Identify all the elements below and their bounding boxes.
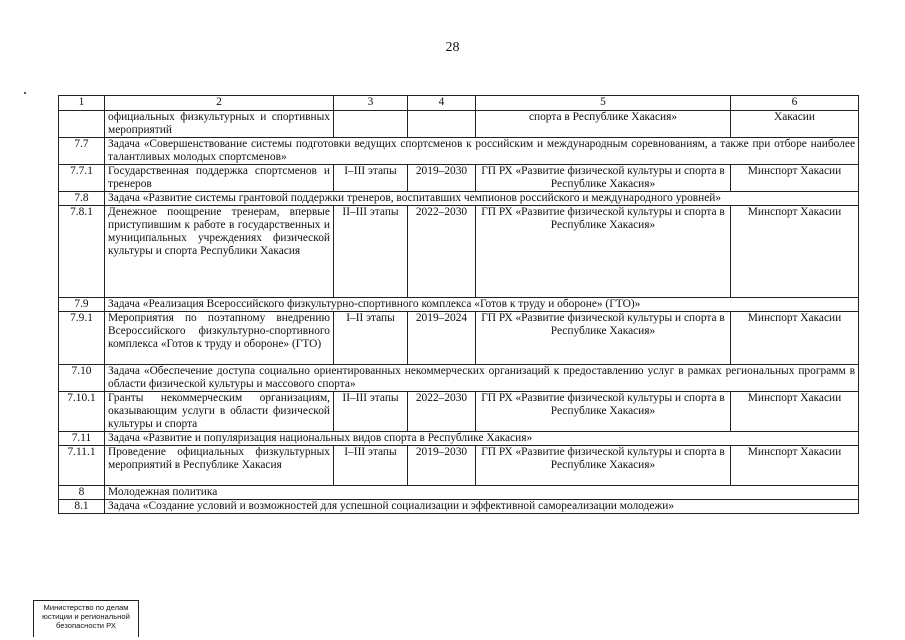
table-row [59,446,859,486]
period-cell: 2019–2030 [408,446,476,486]
header-col-2: 2 [105,96,334,111]
task-row [59,298,859,312]
stamp-line: юстиции и региональной [42,612,130,621]
program-cell: ГП РХ «Развитие физической культуры и спорта в Республике Хакасия» [476,206,731,298]
section-row [59,486,859,500]
plan-table [58,95,859,514]
task-row [59,500,859,514]
row-number: 7.8.1 [59,206,105,298]
stages-cell: I–III этапы [334,165,408,192]
table-row [59,111,859,138]
executor-cell: Хакасии [731,111,859,138]
period-cell: 2019–2024 [408,312,476,365]
stages-cell: II–III этапы [334,206,408,298]
executor-cell: Минспорт Хакасии [731,165,859,192]
task-row [59,138,859,165]
program-cell: ГП РХ «Развитие физической культуры и спорта в Республике Хакасия» [476,392,731,432]
table-row [59,312,859,365]
row-number: 7.7 [59,138,105,165]
row-number: 7.11 [59,432,105,446]
header-col-4: 4 [408,96,476,111]
table-row [59,392,859,432]
measure-cell: Денежное поощрение тренерам, впервые приступившим к работе в государственных и муниципальных учреждениях физической культуры и спорта Республики Хакасия [105,206,334,298]
row-number: 7.10 [59,365,105,392]
ministry-stamp [33,600,139,637]
row-number: 8.1 [59,500,105,514]
period-cell: 2019–2030 [408,165,476,192]
table-row [59,165,859,192]
executor-cell: Минспорт Хакасии [731,446,859,486]
measure-cell: Мероприятия по поэтапному внедрению Всероссийского физкультурно-спортивного комплекса «Готов к труду и обороне» (ГТО) [105,312,334,365]
header-col-5: 5 [476,96,731,111]
stamp-line: безопасности РХ [56,621,116,630]
task-cell: Задача «Развитие системы грантовой поддержки тренеров, воспитавших чемпионов российского и международного уровней» [105,192,859,206]
program-cell: ГП РХ «Развитие физической культуры и спорта в Республике Хакасия» [476,312,731,365]
header-col-6: 6 [731,96,859,111]
period-cell [408,111,476,138]
stages-cell: II–III этапы [334,392,408,432]
task-cell: Задача «Развитие и популяризация национальных видов спорта в Республике Хакасия» [105,432,859,446]
program-cell: спорта в Республике Хакасия» [476,111,731,138]
table-row [59,206,859,298]
task-row [59,365,859,392]
task-cell: Задача «Совершенствование системы подготовки ведущих спортсменов к российским и международным соревнованиям, а также при отборе наиболее талантливых молодых спортсменов» [105,138,859,165]
row-number: 8 [59,486,105,500]
row-number [59,111,105,138]
measure-cell: Государственная поддержка спортсменов и тренеров [105,165,334,192]
measure-cell: Проведение официальных физкультурных мероприятий в Республике Хакасия [105,446,334,486]
program-cell: ГП РХ «Развитие физической культуры и спорта в Республике Хакасия» [476,446,731,486]
row-number: 7.8 [59,192,105,206]
row-number: 7.10.1 [59,392,105,432]
header-row [59,96,859,111]
program-cell: ГП РХ «Развитие физической культуры и спорта в Республике Хакасия» [476,165,731,192]
row-number: 7.7.1 [59,165,105,192]
row-number: 7.9.1 [59,312,105,365]
section-title-cell: Молодежная политика [105,486,859,500]
executor-cell: Минспорт Хакасии [731,206,859,298]
row-number: 7.11.1 [59,446,105,486]
measure-cell: Гранты некоммерческим организациям, оказывающим услуги в области физической культуры и спорта [105,392,334,432]
task-row [59,192,859,206]
period-cell: 2022–2030 [408,392,476,432]
row-number: 7.9 [59,298,105,312]
task-cell: Задача «Обеспечение доступа социально ориентированных некоммерческих организаций к предоставлению услуг в рамках региональных программ в области физической культуры и массового спорта» [105,365,859,392]
period-cell: 2022–2030 [408,206,476,298]
header-col-3: 3 [334,96,408,111]
task-cell: Задача «Реализация Всероссийского физкультурно-спортивного комплекса «Готов к труду и обороне» (ГТО)» [105,298,859,312]
scan-artifact-dot [24,92,26,94]
page-number: 28 [445,40,460,55]
stages-cell: I–III этапы [334,446,408,486]
executor-cell: Минспорт Хакасии [731,392,859,432]
measure-cell: официальных физкультурных и спортивных мероприятий [105,111,334,138]
task-cell: Задача «Создание условий и возможностей для успешной социализации и эффективной самореализации молодежи» [105,500,859,514]
executor-cell: Минспорт Хакасии [731,312,859,365]
task-row [59,432,859,446]
header-col-1: 1 [59,96,105,111]
stamp-line: Министерство по делам [43,603,129,612]
stages-cell [334,111,408,138]
stages-cell: I–II этапы [334,312,408,365]
